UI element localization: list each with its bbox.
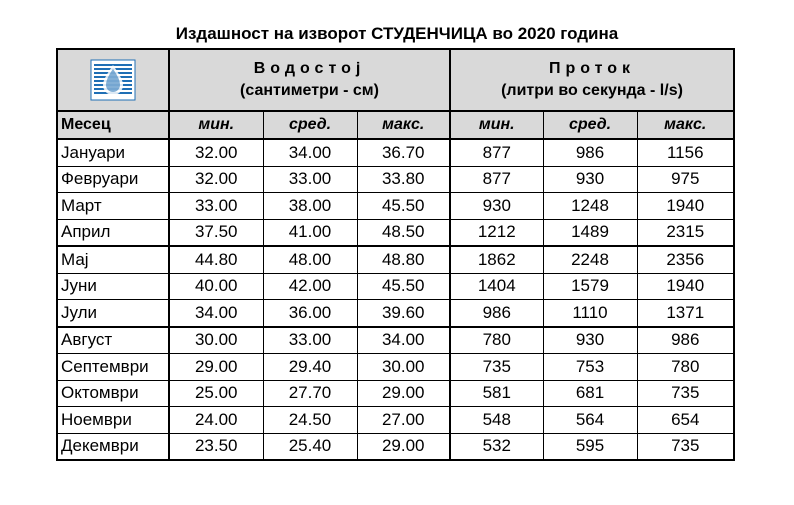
table-row (57, 327, 734, 354)
flow-min-cell: 1862 (450, 246, 543, 273)
month-cell: Јуни (57, 273, 169, 300)
level-max-cell: 29.00 (357, 433, 450, 460)
group-header-row (57, 49, 734, 111)
level-max-cell: 48.50 (357, 219, 450, 246)
level-max-cell: 29.00 (357, 380, 450, 407)
level-min-cell: 32.00 (169, 139, 263, 166)
level-max-cell: 39.60 (357, 300, 450, 327)
level-avg-header: сред. (263, 111, 357, 139)
level-max-cell: 33.80 (357, 166, 450, 193)
level-max-cell: 36.70 (357, 139, 450, 166)
flow-avg-cell: 2248 (543, 246, 637, 273)
flow-max-cell: 2315 (637, 219, 734, 246)
level-min-cell: 23.50 (169, 433, 263, 460)
flow-avg-cell: 1489 (543, 219, 637, 246)
column-header-row (57, 111, 734, 139)
flow-min-cell: 877 (450, 139, 543, 166)
water-drop-logo-icon (90, 59, 136, 101)
table-row (57, 433, 734, 460)
level-max-cell: 45.50 (357, 273, 450, 300)
flow-group-unit: (литри во секунда - l/s) (501, 82, 683, 99)
level-min-cell: 29.00 (169, 354, 263, 381)
table-row (57, 273, 734, 300)
level-max-cell: 34.00 (357, 327, 450, 354)
month-cell: Јануари (57, 139, 169, 166)
flow-avg-cell: 753 (543, 354, 637, 381)
level-group-name: Водостој (253, 60, 366, 77)
flow-max-cell: 1371 (637, 300, 734, 327)
flow-min-cell: 1212 (450, 219, 543, 246)
level-min-cell: 32.00 (169, 166, 263, 193)
month-cell: Јули (57, 300, 169, 327)
month-cell: Ноември (57, 407, 169, 434)
flow-min-cell: 1404 (450, 273, 543, 300)
flow-min-cell: 581 (450, 380, 543, 407)
flow-avg-cell: 1110 (543, 300, 637, 327)
flow-avg-cell: 681 (543, 380, 637, 407)
level-max-cell: 30.00 (357, 354, 450, 381)
flow-avg-cell: 986 (543, 139, 637, 166)
flow-min-header: мин. (450, 111, 543, 139)
flow-max-cell: 780 (637, 354, 734, 381)
level-avg-cell: 29.40 (263, 354, 357, 381)
level-group-unit: (сантиметри - см) (240, 82, 379, 99)
flow-max-cell: 735 (637, 433, 734, 460)
spring-yield-table (56, 48, 735, 461)
level-avg-cell: 34.00 (263, 139, 357, 166)
flow-avg-cell: 1579 (543, 273, 637, 300)
month-cell: Април (57, 219, 169, 246)
month-cell: Август (57, 327, 169, 354)
month-cell: Мај (57, 246, 169, 273)
table-row (57, 300, 734, 327)
flow-avg-cell: 595 (543, 433, 637, 460)
level-avg-cell: 33.00 (263, 327, 357, 354)
level-avg-cell: 41.00 (263, 219, 357, 246)
flow-max-cell: 2356 (637, 246, 734, 273)
table-row (57, 407, 734, 434)
flow-max-header: макс. (637, 111, 734, 139)
level-max-header: макс. (357, 111, 450, 139)
flow-min-cell: 532 (450, 433, 543, 460)
level-avg-cell: 42.00 (263, 273, 357, 300)
level-avg-cell: 38.00 (263, 193, 357, 220)
level-min-cell: 44.80 (169, 246, 263, 273)
flow-max-cell: 975 (637, 166, 734, 193)
flow-max-cell: 1940 (637, 193, 734, 220)
level-avg-cell: 36.00 (263, 300, 357, 327)
flow-max-cell: 1156 (637, 139, 734, 166)
flow-group-name: Проток (548, 60, 636, 77)
flow-avg-cell: 930 (543, 327, 637, 354)
level-min-cell: 25.00 (169, 380, 263, 407)
level-avg-cell: 24.50 (263, 407, 357, 434)
flow-min-cell: 877 (450, 166, 543, 193)
table-row (57, 246, 734, 273)
month-column-header: Месец (57, 111, 169, 139)
table-row (57, 380, 734, 407)
flow-avg-cell: 930 (543, 166, 637, 193)
level-avg-cell: 27.70 (263, 380, 357, 407)
level-avg-cell: 48.00 (263, 246, 357, 273)
level-min-cell: 30.00 (169, 327, 263, 354)
level-max-cell: 48.80 (357, 246, 450, 273)
level-avg-cell: 33.00 (263, 166, 357, 193)
level-min-cell: 34.00 (169, 300, 263, 327)
table-row (57, 354, 734, 381)
level-max-cell: 27.00 (357, 407, 450, 434)
level-min-cell: 24.00 (169, 407, 263, 434)
flow-group-header (450, 49, 734, 111)
table-row (57, 166, 734, 193)
flow-min-cell: 548 (450, 407, 543, 434)
level-avg-cell: 25.40 (263, 433, 357, 460)
flow-min-cell: 780 (450, 327, 543, 354)
level-min-cell: 37.50 (169, 219, 263, 246)
month-cell: Декември (57, 433, 169, 460)
level-min-header: мин. (169, 111, 263, 139)
level-min-cell: 40.00 (169, 273, 263, 300)
flow-avg-cell: 564 (543, 407, 637, 434)
month-cell: Октомври (57, 380, 169, 407)
level-min-cell: 33.00 (169, 193, 263, 220)
table-row (57, 193, 734, 220)
level-max-cell: 45.50 (357, 193, 450, 220)
month-cell: Февруари (57, 166, 169, 193)
flow-max-cell: 735 (637, 380, 734, 407)
flow-min-cell: 930 (450, 193, 543, 220)
flow-min-cell: 735 (450, 354, 543, 381)
logo-cell (57, 49, 169, 111)
flow-max-cell: 1940 (637, 273, 734, 300)
flow-max-cell: 986 (637, 327, 734, 354)
month-cell: Март (57, 193, 169, 220)
flow-max-cell: 654 (637, 407, 734, 434)
page-title: Издашност на изворот СТУДЕНЧИЦА во 2020 година (175, 24, 619, 43)
flow-min-cell: 986 (450, 300, 543, 327)
flow-avg-header: сред. (543, 111, 637, 139)
month-cell: Септември (57, 354, 169, 381)
level-group-header (169, 49, 450, 111)
table-row (57, 219, 734, 246)
flow-avg-cell: 1248 (543, 193, 637, 220)
table-row (57, 139, 734, 166)
